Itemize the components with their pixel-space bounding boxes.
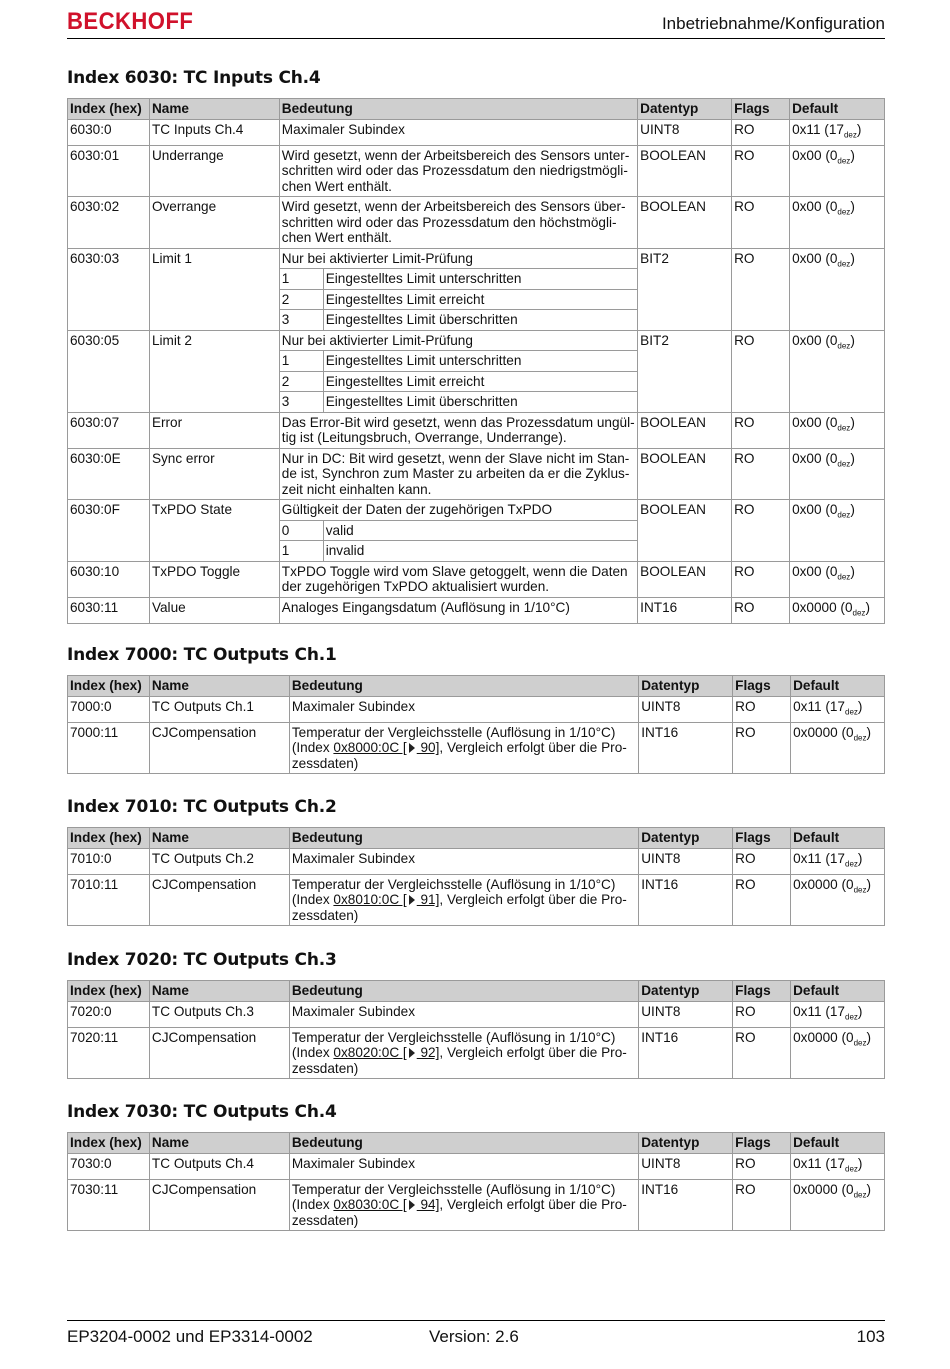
table-row: 6030:0 TC Inputs Ch.4 Maximaler Subindex UINT8 RO 0x11 $(17_{dez})$ xyxy=(68,119,885,145)
heading-7020: Index 7020: TC Outputs Ch.3 xyxy=(67,950,337,970)
page-header xyxy=(67,8,885,39)
arrow-right-icon xyxy=(409,1200,415,1210)
value-row: 2 Eingestelltes Limit erreicht xyxy=(68,289,885,310)
table-row: 7020:0 TC Outputs Ch.3 Maximaler Subindex UINT8 RO 0x11 $(17_{dez})$ xyxy=(68,1001,885,1027)
table-row: 6030:10 TxPDO Toggle TxPDO Toggle wird vom Slave getoggelt, wenn die Daten der zugehörigen TxPDO aktualisiert wurden. BOOLEAN RO 0x00 $(0_{dez})$ xyxy=(68,561,885,597)
table-row: 6030:0F TxPDO State Gültigkeit der Daten der zugehörigen TxPDO BOOLEAN RO 0x00 $(0_{dez})$ xyxy=(68,500,885,521)
arrow-right-icon xyxy=(409,743,415,753)
table-row: 6030:11 Value Analoges Eingangsdatum (Auflösung in 1/10°C) INT16 RO 0x0000 $(0_{dez})$ xyxy=(68,597,885,623)
value-row: 2 Eingestelltes Limit erreicht xyxy=(68,371,885,392)
arrow-right-icon xyxy=(409,1048,415,1058)
table-header-row: Index (hex) Name Bedeutung Datentyp Flags Default xyxy=(68,1133,885,1154)
heading-6030: Index 6030: TC Inputs Ch.4 xyxy=(67,68,321,88)
footer-product: EP3204-0002 und EP3314-0002 xyxy=(67,1327,313,1346)
col-meaning: Bedeutung xyxy=(279,99,637,120)
heading-7030: Index 7030: TC Outputs Ch.4 xyxy=(67,1102,337,1122)
table-row: 6030:03 Limit 1 Nur bei aktivierter Limit-Prüfung BIT2 RO 0x00 $(0_{dez})$ xyxy=(68,248,885,269)
cross-reference-link[interactable]: 0x8010:0C [ 91] xyxy=(333,892,440,908)
heading-7000: Index 7000: TC Outputs Ch.1 xyxy=(67,645,337,665)
value-row: 1 invalid xyxy=(68,541,885,562)
table-row: 6030:02 Overrange Wird gesetzt, wenn der Arbeitsbereich des Sensors über-schritten wird oder das Prozessdatum den höchstmögli-chen Wert enthält. BOOLEAN RO 0x00 $(0_{dez})$ xyxy=(68,197,885,249)
table-header-row xyxy=(68,99,885,120)
footer-version: Version: 2.6 xyxy=(429,1327,519,1346)
table-row: 7010:0 TC Outputs Ch.2 Maximaler Subindex UINT8 RO 0x11 $(17_{dez})$ xyxy=(68,848,885,874)
cross-reference-link[interactable]: 0x8030:0C [ 94] xyxy=(333,1197,440,1213)
table-row: 6030:0E Sync error Nur in DC: Bit wird gesetzt, wenn der Slave nicht im Stan-de ist, Synchron zum Master zu arbeiten da er die Zyklus-zeit nicht einhalten kann. BOOLEAN RO 0x00 $(0_{dez})$ xyxy=(68,448,885,500)
table-row: 7030:0 TC Outputs Ch.4 Maximaler Subindex UINT8 RO 0x11 $(17_{dez})$ xyxy=(68,1153,885,1179)
col-default: Default xyxy=(790,99,885,120)
table-7030 xyxy=(67,1132,885,1231)
table-row: 7000:0 TC Outputs Ch.1 Maximaler Subindex UINT8 RO 0x11 $(17_{dez})$ xyxy=(68,696,885,722)
table-header-row: Index (hex) Name Bedeutung Datentyp Flags Default xyxy=(68,981,885,1002)
table-7000 xyxy=(67,675,885,774)
cross-reference-link[interactable]: 0x8000:0C [ 90] xyxy=(333,740,440,756)
table-row: 7010:11 CJCompensation Temperatur der Vergleichsstelle (Auflösung in 1/10°C) (Index 0x8010:0C [ 91], Vergleich erfolgt über die Pro-zessdaten) INT16 RO 0x0000 $(0_{dez})$ xyxy=(68,874,885,926)
table-7020 xyxy=(67,980,885,1079)
table-row: 7030:11 CJCompensation Temperatur der Vergleichsstelle (Auflösung in 1/10°C) (Index 0x8030:0C [ 94], Vergleich erfolgt über die Pro-zessdaten) INT16 RO 0x0000 $(0_{dez})$ xyxy=(68,1179,885,1231)
page-number: 103 xyxy=(856,1327,885,1346)
col-datatype: Datentyp xyxy=(638,99,732,120)
table-header-row: Index (hex) Name Bedeutung Datentyp Flags Default xyxy=(68,676,885,697)
table-7010 xyxy=(67,827,885,926)
value-row: 0 valid xyxy=(68,520,885,541)
table-row: 6030:07 Error Das Error-Bit wird gesetzt, wenn das Prozessdatum ungül-tig ist (Leitungsbruch, Overrange, Underrange). BOOLEAN RO 0x00 $(0_{dez})$ xyxy=(68,412,885,448)
table-header-row: Index (hex) Name Bedeutung Datentyp Flags Default xyxy=(68,828,885,849)
cross-reference-link[interactable]: 0x8020:0C [ 92] xyxy=(333,1045,440,1061)
section-title: Inbetriebnahme/Konfiguration xyxy=(661,14,885,33)
col-name: Name xyxy=(149,99,279,120)
heading-7010: Index 7010: TC Outputs Ch.2 xyxy=(67,797,337,817)
table-row: 7020:11 CJCompensation Temperatur der Vergleichsstelle (Auflösung in 1/10°C) (Index 0x8020:0C [ 92], Vergleich erfolgt über die Pro-zessdaten) INT16 RO 0x0000 $(0_{dez})$ xyxy=(68,1027,885,1079)
table-row: 6030:05 Limit 2 Nur bei aktivierter Limit-Prüfung BIT2 RO 0x00 $(0_{dez})$ xyxy=(68,330,885,351)
value-row: 1 Eingestelltes Limit unterschritten xyxy=(68,269,885,290)
table-6030 xyxy=(67,98,885,624)
col-flags: Flags xyxy=(732,99,790,120)
col-index: Index (hex) xyxy=(68,99,150,120)
table-row: 7000:11 CJCompensation Temperatur der Vergleichsstelle (Auflösung in 1/10°C) (Index 0x8000:0C [ 90], Vergleich erfolgt über die Pro-zessdaten) INT16 RO 0x0000 $(0_{dez})$ xyxy=(68,722,885,774)
arrow-right-icon xyxy=(409,895,415,905)
table-row: 6030:01 Underrange Wird gesetzt, wenn der Arbeitsbereich des Sensors unter-schritten wird oder das Prozessdatum den niedrigstmögli-chen Wert enthält. BOOLEAN RO 0x00 $(0_{dez})$ xyxy=(68,145,885,197)
value-row: 3 Eingestelltes Limit überschritten xyxy=(68,310,885,331)
value-row: 1 Eingestelltes Limit unterschritten xyxy=(68,351,885,372)
page-footer xyxy=(67,1320,885,1351)
value-row: 3 Eingestelltes Limit überschritten xyxy=(68,392,885,413)
beckhoff-logo: BECKHOFF xyxy=(67,8,194,35)
